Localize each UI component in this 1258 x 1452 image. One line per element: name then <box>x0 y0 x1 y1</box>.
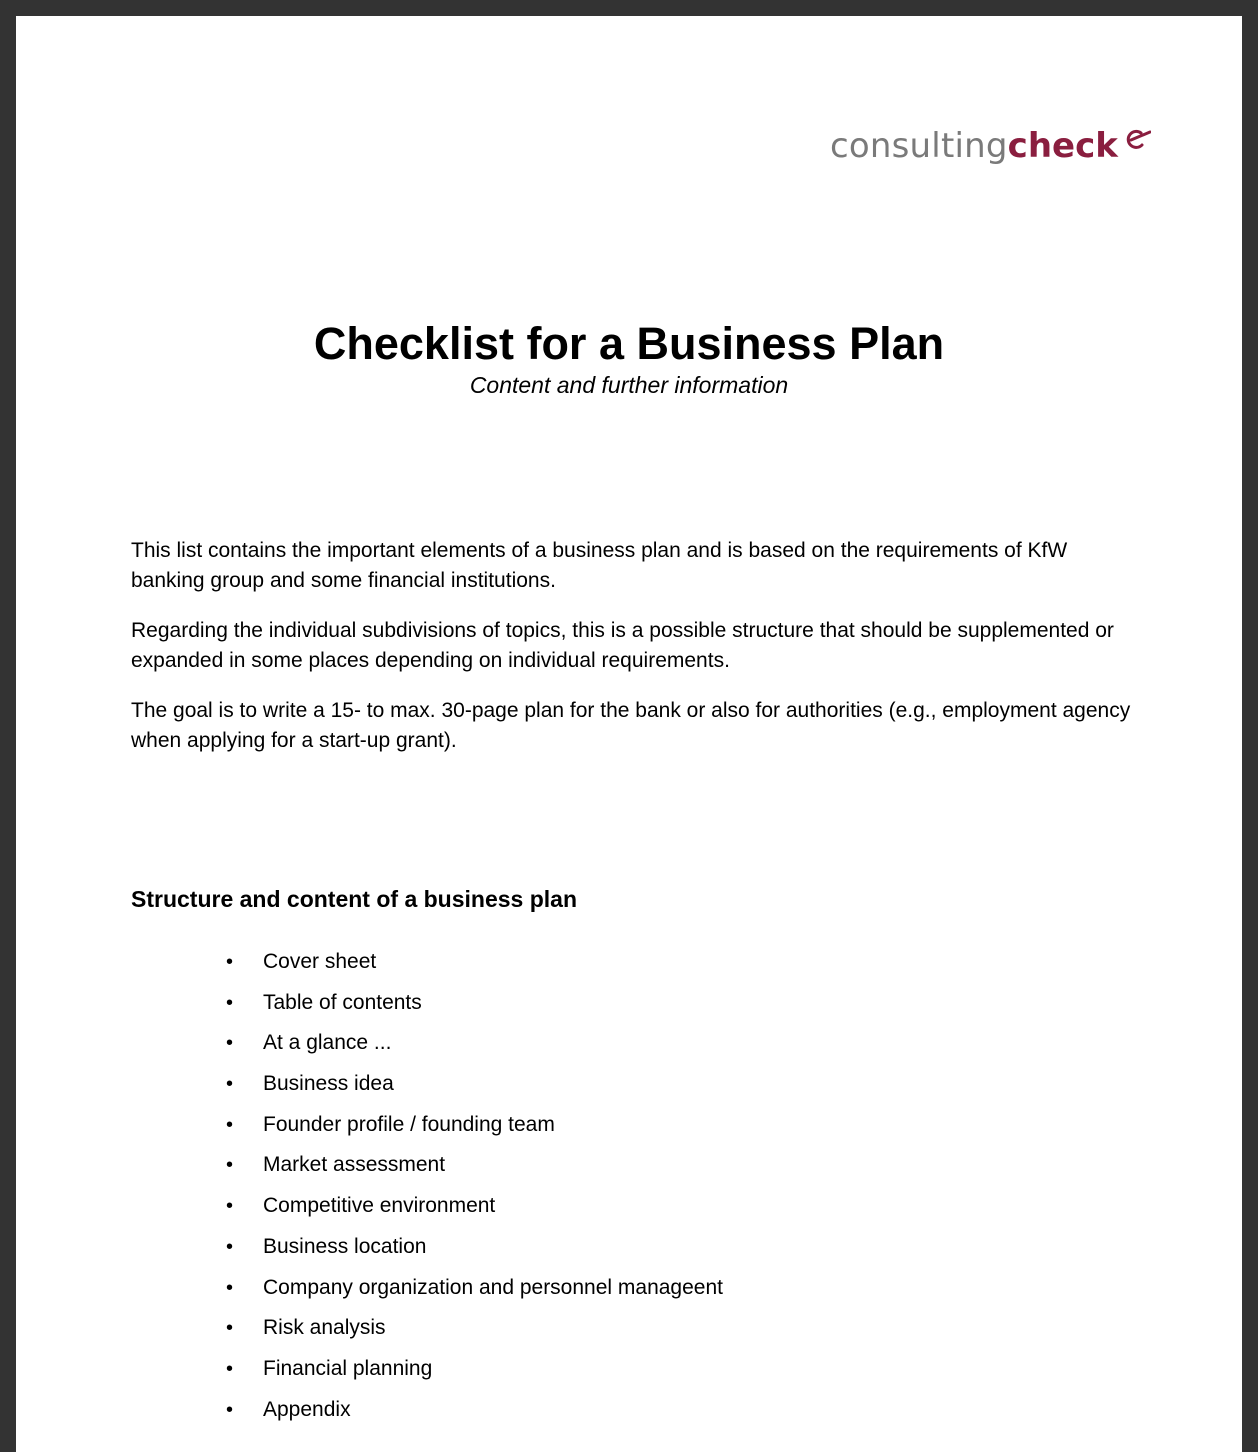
list-item <box>226 1313 723 1354</box>
bullet-icon: • <box>226 991 234 1014</box>
list-item-label: Appendix <box>263 1397 351 1421</box>
structure-list <box>226 947 723 1435</box>
logo-text-bold: check <box>1007 126 1118 166</box>
bullet-icon: • <box>226 1357 234 1380</box>
list-item-label: Cover sheet <box>263 950 377 973</box>
bullet-icon: • <box>226 1317 234 1340</box>
bullet-icon: • <box>226 1398 234 1421</box>
list-item-label: At a glance ... <box>263 1031 392 1055</box>
page-subtitle: Content and further information <box>469 372 789 398</box>
bullet-icon: • <box>226 1073 234 1096</box>
list-item-label: Business idea <box>263 1072 394 1096</box>
list-item <box>226 1232 723 1273</box>
bullet-icon: • <box>226 1235 234 1258</box>
list-item <box>226 1354 723 1395</box>
document-page <box>16 16 1242 1452</box>
bullet-icon: • <box>226 1195 234 1218</box>
logo-text-light: consulting <box>830 126 1008 166</box>
page-title: Checklist for a Business Plan <box>313 318 945 369</box>
intro-paragraph: This list contains the important elements of a business plan and is based on the requirements of KfW banking group and some financial institutions. <box>131 539 1068 592</box>
list-item-label: Company organization and personnel manageent <box>263 1275 723 1299</box>
list-item <box>226 1028 723 1069</box>
list-item <box>226 1395 723 1436</box>
list-item-label: Table of contents <box>263 990 422 1014</box>
bullet-icon: • <box>226 1154 234 1177</box>
bullet-icon: • <box>226 1276 234 1299</box>
list-item <box>226 1191 723 1232</box>
list-item-label: Competitive environment <box>263 1194 496 1218</box>
list-item-label: Financial planning <box>263 1356 433 1380</box>
checkmark-swirl-icon <box>1121 128 1151 152</box>
list-item-label: Founder profile / founding team <box>263 1112 555 1136</box>
consultingcheck-logo <box>830 126 1151 176</box>
intro-paragraph: Regarding the individual subdivisions of topics, this is a possible structure that should be supplemented or expanded in some places depending on individual requirements. <box>131 619 1114 672</box>
list-item <box>226 1069 723 1110</box>
list-item <box>226 947 723 988</box>
list-item <box>226 988 723 1029</box>
list-item-label: Market assessment <box>263 1153 446 1177</box>
section-heading: Structure and content of a business plan <box>131 886 578 912</box>
bullet-icon: • <box>226 1032 234 1055</box>
list-item <box>226 1110 723 1151</box>
bullet-icon: • <box>226 1113 234 1136</box>
list-item-label: Risk analysis <box>263 1316 386 1340</box>
list-item <box>226 1273 723 1314</box>
list-item <box>226 1150 723 1191</box>
bullet-icon: • <box>226 951 234 973</box>
intro-paragraph: The goal is to write a 15- to max. 30-page plan for the bank or also for authorities (e.g., employment agency when applying for a start-up grant). <box>131 699 1131 752</box>
intro-text <box>131 536 1131 776</box>
list-item-label: Business location <box>263 1234 427 1258</box>
